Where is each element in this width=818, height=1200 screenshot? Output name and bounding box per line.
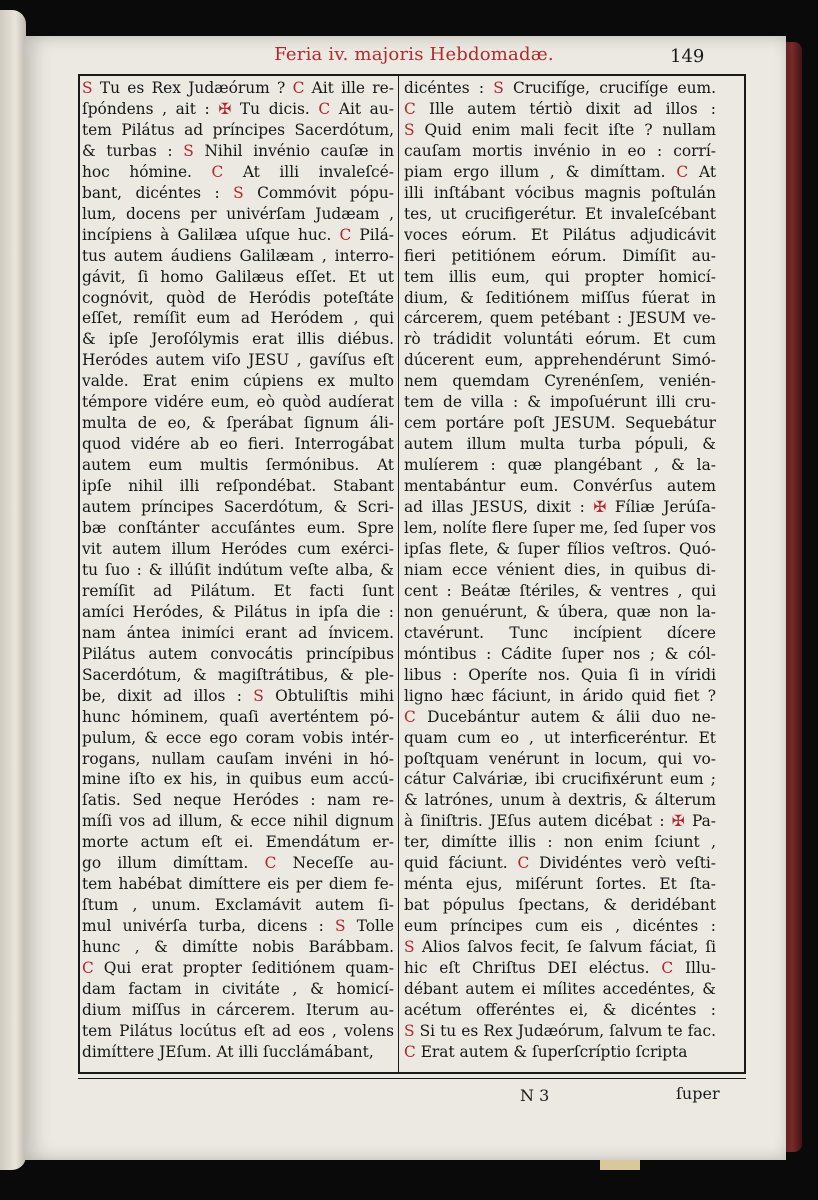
text-line bbox=[82, 78, 394, 99]
text-line bbox=[82, 267, 394, 288]
line-text: tem Pilátus locútus eſt ad eos , volens bbox=[82, 1021, 394, 1040]
line-text: ad illas JESUS, dixit : bbox=[404, 498, 594, 517]
text-line bbox=[404, 749, 716, 770]
text-line bbox=[404, 539, 716, 560]
line-text: Qui erat propter ſeditiónem quam- bbox=[103, 959, 394, 978]
line-text: Fíliæ Jerúſa- bbox=[614, 498, 716, 517]
rubric-mark: C bbox=[292, 79, 305, 97]
text-line bbox=[404, 895, 716, 916]
frame-bottom-rule bbox=[78, 1078, 746, 1079]
text-line bbox=[404, 413, 716, 434]
text-line bbox=[82, 1042, 394, 1063]
line-text: lem, nolíte flere ſuper me, ſed ſuper vos bbox=[404, 519, 716, 538]
rubric-mark: C bbox=[404, 707, 416, 726]
line-text: non genuérunt, & úbera, quæ non la- bbox=[404, 602, 716, 621]
text-line bbox=[82, 350, 394, 371]
text-line bbox=[82, 958, 394, 979]
text-line bbox=[404, 329, 716, 350]
text-line bbox=[82, 434, 394, 455]
line-text: Tu es Rex Judæórum ? bbox=[99, 79, 293, 97]
text-line bbox=[404, 288, 716, 309]
rubric-mark: S bbox=[404, 938, 415, 957]
line-text: Si tu es Rex Judæórum, ſalvum te fac. bbox=[419, 1021, 716, 1040]
text-line bbox=[404, 979, 716, 1000]
line-text: multa de eo, & ſperábat ſignum áli- bbox=[82, 414, 394, 433]
line-text: Illu- bbox=[684, 959, 716, 978]
text-line bbox=[82, 99, 394, 120]
text-line bbox=[404, 78, 716, 99]
text-line bbox=[404, 916, 716, 937]
line-text: dúcerent eum, apprehendérunt Simó- bbox=[404, 351, 716, 370]
text-line bbox=[404, 665, 716, 686]
text-line bbox=[82, 937, 394, 958]
text-line bbox=[82, 141, 394, 162]
line-text: Pilá- bbox=[359, 225, 394, 244]
line-text: autem eum multis ſermónibus. At bbox=[82, 456, 394, 475]
text-line bbox=[82, 392, 394, 413]
line-text: ter, dimítte illis : non enim ſciunt , bbox=[404, 833, 716, 852]
line-text: Tu dicis. bbox=[239, 99, 319, 118]
line-text: autem príncipes Sacerdótum, & Scri- bbox=[82, 498, 394, 517]
text-line bbox=[82, 832, 394, 853]
line-text: mentabántur eum. Convérſus autem bbox=[404, 477, 716, 496]
line-text: autem illum multa turba pópuli, & bbox=[404, 435, 716, 454]
line-text: hoc hómine. bbox=[82, 162, 212, 181]
line-text: amíci Heródes, & Pilátus in ipſa die : bbox=[82, 602, 394, 621]
line-text: dicéntes : bbox=[404, 79, 494, 97]
text-line bbox=[404, 602, 716, 623]
line-text: ipſas flete, & ſuper fílios veſtros. Quó- bbox=[404, 539, 716, 558]
rubric-mark: C bbox=[661, 959, 674, 978]
line-text: tus autem áudiens Galilæam , interro- bbox=[82, 246, 394, 265]
text-line bbox=[404, 728, 716, 749]
text-line bbox=[82, 853, 394, 874]
text-line bbox=[404, 99, 716, 120]
text-line bbox=[404, 141, 716, 162]
text-line bbox=[404, 455, 716, 476]
line-text: ctavérunt. Tunc incípient dícere bbox=[404, 623, 716, 642]
text-line bbox=[82, 120, 394, 141]
rubric-mark: C bbox=[82, 959, 94, 978]
line-text: pulum, & ecce ego coram vobis intér- bbox=[82, 728, 394, 747]
text-line bbox=[404, 476, 716, 497]
text-line bbox=[404, 874, 716, 895]
line-text: At bbox=[698, 162, 716, 181]
text-line bbox=[404, 1042, 716, 1063]
text-line bbox=[404, 707, 716, 728]
signature-mark: N 3 bbox=[520, 1086, 550, 1105]
line-text: piam ergo illum , & dimíttam. bbox=[404, 162, 677, 181]
line-text: Sacerdótum, & magiſtrátibus, & ple- bbox=[82, 665, 394, 684]
line-text: Pa- bbox=[691, 812, 716, 831]
text-line bbox=[82, 665, 394, 686]
line-text: ligno hæc fáciunt, in árido quid fiet ? bbox=[404, 686, 716, 705]
text-line bbox=[82, 308, 394, 329]
rubric-mark: C bbox=[676, 162, 689, 181]
line-text: eſſet, remíſit eum ad Heródem , qui bbox=[82, 309, 394, 328]
rubric-mark: C bbox=[211, 162, 224, 181]
text-line bbox=[82, 560, 394, 581]
line-text: Erat autem & ſuperſcríptio ſcripta bbox=[420, 1042, 688, 1061]
line-text: voces eórum. Et Pilátus adjudicávit bbox=[404, 225, 716, 244]
line-text: ſpóndens , ait : bbox=[82, 99, 219, 118]
line-text: gávit, ſi homo Galilæus eſſet. Et ut bbox=[82, 267, 394, 286]
line-text: témpore vidére eum, eò quòd audíerat bbox=[82, 393, 394, 412]
page-number: 149 bbox=[670, 46, 705, 67]
book-right-edge bbox=[784, 42, 802, 1152]
line-text: lum, docens per univérſam Judæam , bbox=[82, 204, 394, 223]
line-text: nam ántea inimíci erant ad ínvicem. bbox=[82, 623, 394, 642]
line-text: & turbas : bbox=[82, 141, 184, 160]
text-line bbox=[404, 853, 716, 874]
line-text: ſatis. Sed neque Heródes : nam re- bbox=[82, 791, 394, 810]
text-line bbox=[404, 518, 716, 539]
line-text: à ſiniſtris. JEſus autem dicébat : bbox=[404, 812, 672, 831]
line-text: Commóvit pópu- bbox=[257, 183, 394, 202]
rubric-mark: S bbox=[404, 120, 415, 139]
text-line bbox=[82, 497, 394, 518]
text-line bbox=[82, 246, 394, 267]
line-text: Crucifíge, crucifíge eum. bbox=[512, 79, 716, 97]
line-text: Quid enim mali fecit iſte ? nullam bbox=[424, 120, 716, 139]
line-text: tem habébat dimíttere eis per diem fe- bbox=[82, 875, 394, 894]
line-text: eum príncipes cum eis , dicéntes : bbox=[404, 917, 716, 936]
line-text: Ille autem tértiò dixit ad illos : bbox=[429, 99, 716, 118]
rubric-mark: ✠ bbox=[218, 99, 232, 118]
text-line bbox=[404, 811, 716, 832]
line-text: mul univérſa turba, dicens : bbox=[82, 917, 335, 936]
line-text: remíſit ad Pilátum. Et facti ſunt bbox=[82, 581, 394, 600]
line-text: morte actum eſt ei. Emendátum er- bbox=[82, 833, 394, 852]
left-column bbox=[82, 78, 394, 1063]
text-line bbox=[82, 183, 394, 204]
line-text: vit autem illum Heródes cum exérci- bbox=[82, 539, 394, 558]
text-line bbox=[82, 623, 394, 644]
text-line bbox=[404, 225, 716, 246]
text-line bbox=[404, 497, 716, 518]
line-text: móntibus : Cádite ſuper nos ; & cól- bbox=[404, 644, 716, 663]
line-text: dium miſſus in cárcerem. Iterum au- bbox=[82, 1000, 394, 1019]
line-text: bæ conſtánter accuſántes eum. Spre bbox=[82, 519, 394, 538]
rubric-mark: S bbox=[183, 141, 194, 160]
text-line bbox=[404, 308, 716, 329]
text-line bbox=[82, 644, 394, 665]
text-line bbox=[82, 728, 394, 749]
text-line bbox=[82, 749, 394, 770]
line-text: Ducebántur autem & álii duo ne- bbox=[427, 707, 716, 726]
text-line bbox=[82, 1000, 394, 1021]
line-text: rogans, nullam cauſam invéni in hó- bbox=[82, 749, 394, 768]
line-text: tem de villa : & impoſuérunt illi cru- bbox=[404, 393, 716, 412]
text-line bbox=[82, 895, 394, 916]
line-text: tem Pilátus ad príncipes Sacerdótum, bbox=[82, 120, 394, 139]
rubric-mark: S bbox=[334, 917, 346, 936]
text-line bbox=[404, 1000, 716, 1021]
text-line bbox=[82, 455, 394, 476]
line-text: Tolle bbox=[356, 917, 394, 936]
text-line bbox=[404, 162, 716, 183]
line-text: quod vidére ab eo fieri. Interrogábat bbox=[82, 435, 394, 454]
line-text: quam cum eo , ut interficeréntur. Et bbox=[404, 728, 716, 747]
line-text: hic eſt Chriſtus DEI eléctus. bbox=[404, 959, 662, 978]
line-text: Ait au- bbox=[338, 99, 394, 118]
line-text: Neceſſe au- bbox=[292, 854, 394, 873]
rubric-mark: C bbox=[264, 854, 277, 873]
text-line bbox=[404, 686, 716, 707]
line-text: cátur Calváriæ, ibi crucifixérunt eum ; bbox=[404, 770, 716, 789]
line-text: illi inſtábant vócibus magnis poſtulán bbox=[404, 183, 716, 202]
text-line bbox=[82, 288, 394, 309]
line-text: hunc , & dimítte nobis Barábbam. bbox=[82, 938, 394, 957]
rubric-mark: C bbox=[318, 99, 331, 118]
line-text: débant autem ei mílites accedéntes, & bbox=[404, 979, 716, 998]
line-text: dam factam in civitáte , & homicí- bbox=[82, 979, 394, 998]
text-line bbox=[82, 371, 394, 392]
line-text: bat pópulus ſpectans, & deridébant bbox=[404, 896, 716, 915]
text-line bbox=[404, 644, 716, 665]
line-text: hunc hóminem, quaſi averténtem pó- bbox=[82, 707, 394, 726]
text-line bbox=[82, 874, 394, 895]
line-text: Pilátus autem convocátis princípibus bbox=[82, 644, 394, 663]
line-text: cent : Beátæ ſtériles, & ventres , qui bbox=[404, 581, 716, 600]
text-line bbox=[404, 958, 716, 979]
text-line bbox=[82, 916, 394, 937]
text-line bbox=[82, 518, 394, 539]
text-line bbox=[404, 204, 716, 225]
text-line bbox=[404, 581, 716, 602]
text-line bbox=[404, 937, 716, 958]
text-line bbox=[404, 623, 716, 644]
line-text: cognóvit, quòd de Heródis poteſtáte bbox=[82, 288, 394, 307]
text-line bbox=[82, 686, 394, 707]
line-text: cárcerem, quem petébant : JESUM ve- bbox=[404, 309, 716, 328]
text-line bbox=[404, 183, 716, 204]
text-line bbox=[82, 602, 394, 623]
text-line bbox=[404, 434, 716, 455]
line-text: mulíerem : quæ plangébant , & la- bbox=[404, 456, 716, 475]
line-text: acétum offeréntes ei, & dicéntes : bbox=[404, 1000, 716, 1019]
line-text: ipſe nihil illi reſpondébat. Stabant bbox=[82, 477, 394, 496]
text-line bbox=[404, 120, 716, 141]
text-line bbox=[404, 246, 716, 267]
line-text: tu ſuo : & illúſit indútum veſte alba, & bbox=[82, 560, 394, 579]
text-line bbox=[82, 581, 394, 602]
line-text: bant, dicéntes : bbox=[82, 183, 234, 202]
line-text: tes, ut crucifigerétur. Et invaleſcébant bbox=[404, 204, 716, 223]
text-line bbox=[82, 769, 394, 790]
text-line bbox=[82, 707, 394, 728]
text-line bbox=[82, 1021, 394, 1042]
line-text: fieri petitiónem eórum. Dimíſit au- bbox=[404, 246, 716, 265]
text-line bbox=[82, 539, 394, 560]
text-line bbox=[82, 476, 394, 497]
line-text: At illi invaleſcé- bbox=[242, 162, 394, 181]
line-text: ſtum , unum. Exclamávit autem ſi- bbox=[82, 896, 394, 915]
line-text: valde. Erat enim cúpiens ex multo bbox=[82, 372, 394, 391]
rubric-mark: C bbox=[339, 225, 352, 244]
line-text: mine iſto ex his, in quibus eum accú- bbox=[82, 770, 394, 789]
text-line bbox=[404, 267, 716, 288]
rubric-mark: S bbox=[233, 183, 244, 202]
line-text: & ipſe Jeroſólymis erat illis diébus. bbox=[82, 330, 394, 349]
line-text: míſi vos ad illum, & ecce nihil dignum bbox=[82, 812, 394, 831]
book-left-edge bbox=[0, 10, 26, 1170]
text-line bbox=[404, 371, 716, 392]
line-text: Dividéntes verò veſti- bbox=[539, 854, 716, 873]
line-text: Nihil invénio cauſæ in bbox=[204, 141, 394, 160]
line-text: dium, & ſeditiónem miſſus fúerat in bbox=[404, 288, 716, 307]
line-text: Heródes autem viſo JESU , gavíſus eſt bbox=[82, 351, 394, 370]
text-line bbox=[82, 329, 394, 350]
rubric-mark: S bbox=[493, 79, 504, 97]
line-text: ménta ejus, miſérunt ſortes. Et ſta- bbox=[404, 875, 716, 894]
rubric-mark: S bbox=[404, 1021, 415, 1040]
text-line bbox=[82, 413, 394, 434]
text-line bbox=[404, 560, 716, 581]
rubric-mark: C bbox=[404, 99, 416, 118]
rubric-mark: ✠ bbox=[593, 498, 607, 517]
rubric-mark: S bbox=[82, 79, 93, 97]
line-text: nem quemdam Cyrenénſem, venién- bbox=[404, 372, 716, 391]
line-text: cauſam mortis invénio in eo : corrí- bbox=[404, 141, 716, 160]
text-line bbox=[404, 790, 716, 811]
catchword: ſuper bbox=[676, 1084, 720, 1103]
line-text: poſtquam venérunt in locum, qui vo- bbox=[404, 749, 716, 768]
line-text: rò trádidit voluntáti eórum. Et cum bbox=[404, 330, 716, 349]
text-line bbox=[82, 811, 394, 832]
text-line bbox=[82, 790, 394, 811]
line-text: dimíttere JEſum. At illi ſucclámábant, bbox=[82, 1042, 374, 1061]
column-divider bbox=[398, 74, 399, 1074]
text-line bbox=[404, 769, 716, 790]
text-line bbox=[404, 350, 716, 371]
line-text: niam ecce vénient dies, in quibus di- bbox=[404, 560, 716, 579]
line-text: go illum dimíttam. bbox=[82, 854, 265, 873]
rubric-mark: C bbox=[404, 1042, 416, 1061]
text-line bbox=[82, 204, 394, 225]
right-column bbox=[404, 78, 716, 1063]
line-text: tem illis eum, qui propter homicí- bbox=[404, 267, 716, 286]
book-page bbox=[24, 36, 786, 1160]
text-line bbox=[404, 1021, 716, 1042]
text-line bbox=[82, 162, 394, 183]
text-line bbox=[82, 225, 394, 246]
line-text: be, dixit ad illos : bbox=[82, 686, 254, 705]
line-text: cem portáre poſt JESUM. Sequebátur bbox=[404, 414, 716, 433]
text-line bbox=[404, 392, 716, 413]
line-text: quid fáciunt. bbox=[404, 854, 518, 873]
line-text: incípiens à Galilæa uſque huc. bbox=[82, 225, 340, 244]
rubric-mark: C bbox=[517, 854, 530, 873]
rubric-mark: ✠ bbox=[671, 812, 685, 831]
running-title: Feria iv. majoris Hebdomadæ. bbox=[274, 44, 554, 65]
rubric-mark: S bbox=[253, 686, 264, 705]
line-text: & latrónes, unum à dextris, & álterum bbox=[404, 791, 716, 810]
line-text: Ait ille re- bbox=[311, 79, 394, 97]
text-line bbox=[404, 832, 716, 853]
text-line bbox=[82, 979, 394, 1000]
line-text: Obtuliſtis mihi bbox=[275, 686, 394, 705]
line-text: Alios ſalvos fecit, ſe ſalvum fáciat, ſi bbox=[421, 938, 716, 957]
line-text: libus : Operíte nos. Quia ſi in víridi bbox=[404, 665, 716, 684]
